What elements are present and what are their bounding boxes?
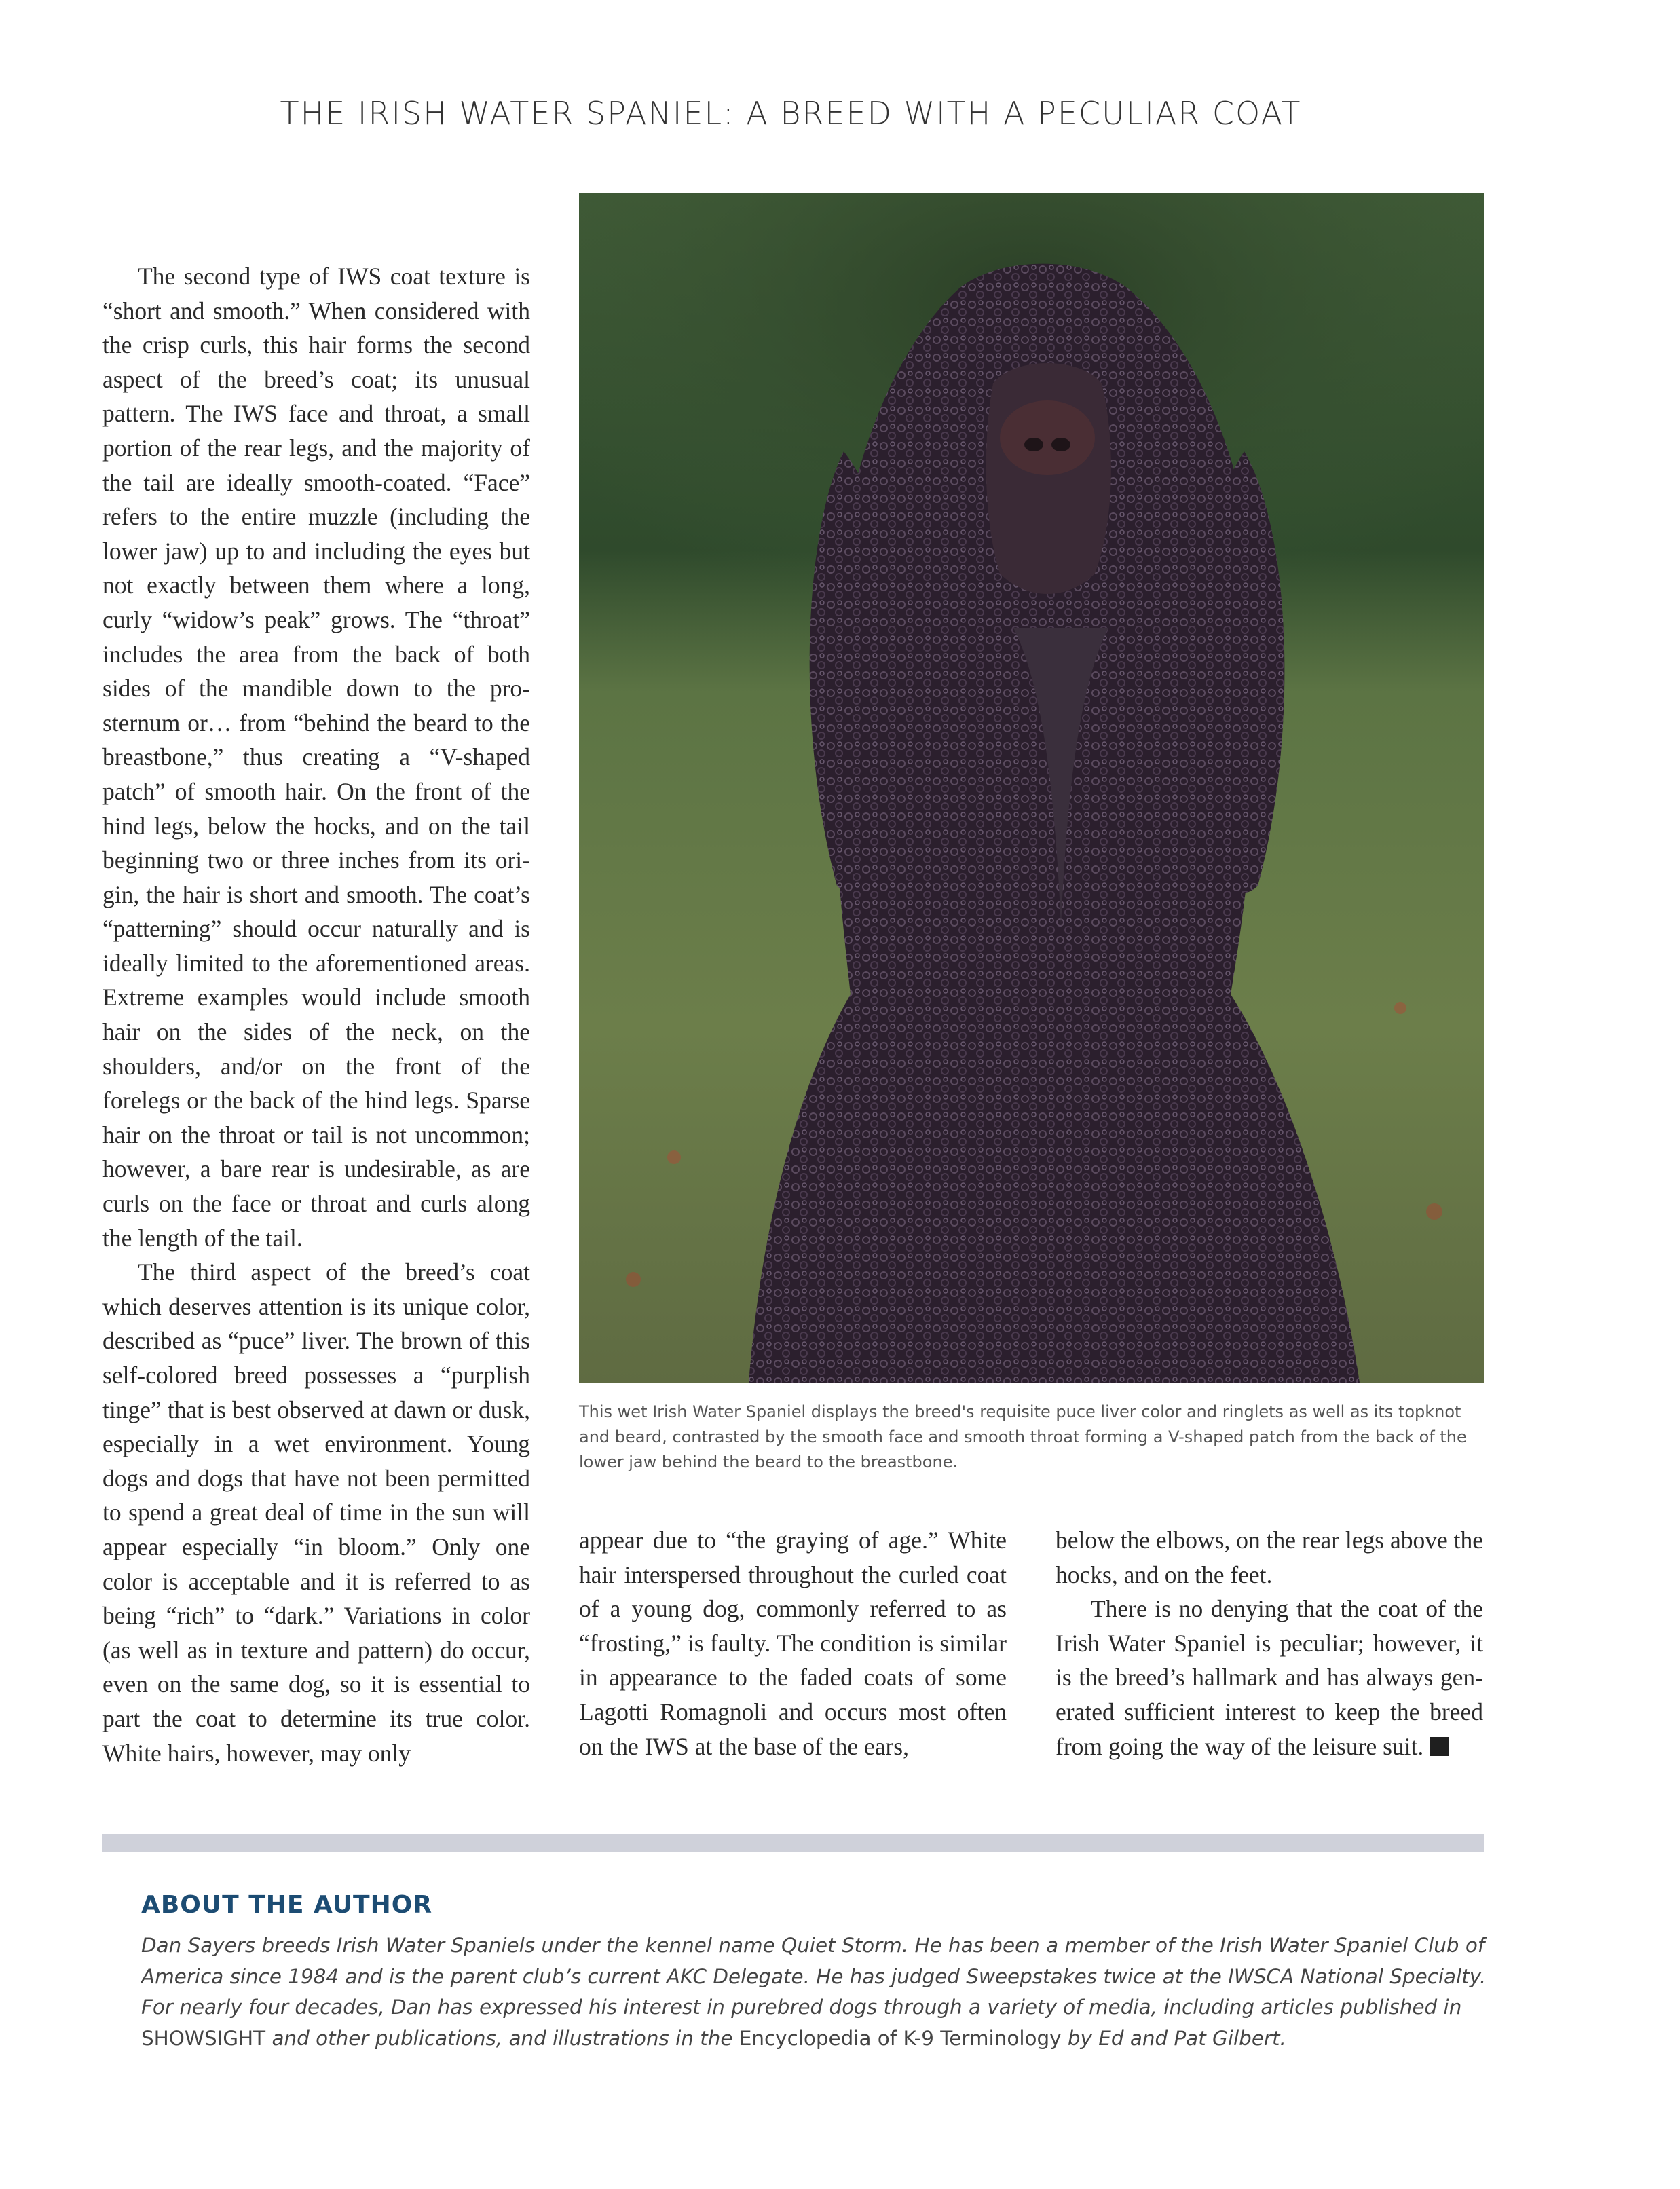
author-bio-text: Dan Sayers breeds Irish Water Spaniels under the kennel name Quiet Storm. He has been a member of the Irish Water Spaniel Club of America since 1984 and is the parent club’s current AKC Delegate. He has judged Sweepstakes twice at the IWSCA National Specialty. For nearly four decades, Dan has expressed his interest in purebred dogs through a variety of media, including articles published in [141,1934,1487,2019]
author-bio-text: and other publications, and illustrations in the [265,2026,739,2050]
book-title: Encyclopedia of K-9 Terminology [739,2026,1062,2050]
article-column-2 [579,1523,1007,1763]
article-paragraph-text: There is no denying that the coat of the Irish Water Spaniel is peculiar; however, it is the breed’s hallmark and has always generated sufficient interest to keep the breed from going the way of the leisure suit. [1056,1595,1483,1760]
section-divider [102,1834,1484,1852]
article-paragraph: below the elbows, on the rear legs above the hocks, and on the feet. [1056,1527,1483,1588]
end-of-article-mark [1430,1737,1449,1756]
dog-photo [579,193,1484,1383]
about-author-heading: ABOUT THE AUTHOR [141,1891,433,1919]
author-bio-text: by Ed and Pat Gilbert. [1061,2026,1286,2050]
article-column-1 [102,259,530,1770]
article-column-3 [1056,1523,1483,1763]
article-paragraph-final [1056,1592,1483,1763]
article-paragraph: appear due to “the graying of age.” White hair interspersed throughout the curled coat of a young dog, commonly referred to as “frosting,” is faulty. The condition is similar in appearance to the faded coats of some Lagotti Romagnoli and occurs most often on the IWS at the base of the ears, [579,1527,1007,1760]
page-title: THE IRISH WATER SPANIEL: A BREED WITH A PECULIAR COAT [280,95,1302,132]
photo-caption: This wet Irish Water Spaniel displays the breed's requisite puce liver color and ringlets as well as its topknot and beard, contrasted by the smooth face and smooth throat forming a V-shaped patch from the back of the lower jaw behind the beard to the breastbone. [579,1402,1467,1472]
article-paragraph: The third aspect of the breed’s coat which deserves attention is its unique color, described as “puce” liver. The brown of this self-colored breed possesses a “purplish tinge” that is best observed at dawn or dusk, especially in a wet environment. Young dogs and dogs that have not been permitted to spend a great deal of time in the sun will appear especially “in bloom.” Only one color is acceptable and it is referred to as being “rich” to “dark.” Variations in color (as well as in texture and pattern) do occur, even on the same dog, so it is essential to part the coat to determine its true color. White hairs, however, may only [102,1258,530,1767]
article-paragraph: The second type of IWS coat texture is “short and smooth.” When considered with the crisp curls, this hair forms the second aspect of the breed’s coat; its unusual pattern. The IWS face and throat, a small portion of the rear legs, and the majority of the tail are ideally smooth-coated. “Face” refers to the entire muzzle (including the lower jaw) up to and including the eyes but not exactly between them where a long, curly “widow’s peak” grows. The “throat” includes the area from the back of both sides of the mandible down to the prosternum or… from “behind the beard to the breastbone,” thus creating a “V-shaped patch” of smooth hair. On the front of the hind legs, below the hocks, and on the tail beginning two or three inches from its origin, the hair is short and smooth. The coat’s “patterning” should occur naturally and is ideally limited to the aforementioned areas. Extreme examples would include smooth hair on the sides of the neck, on the shoulders, and/or on the front of the forelegs or the back of the hind legs. Sparse hair on the throat or tail is not uncommon; however, a bare rear is undesirable, as are curls on the face or throat and curls along the length of the tail. [102,263,530,1252]
author-bio [141,1930,1492,2054]
publication-name: SHOWSIGHT [141,2026,266,2050]
